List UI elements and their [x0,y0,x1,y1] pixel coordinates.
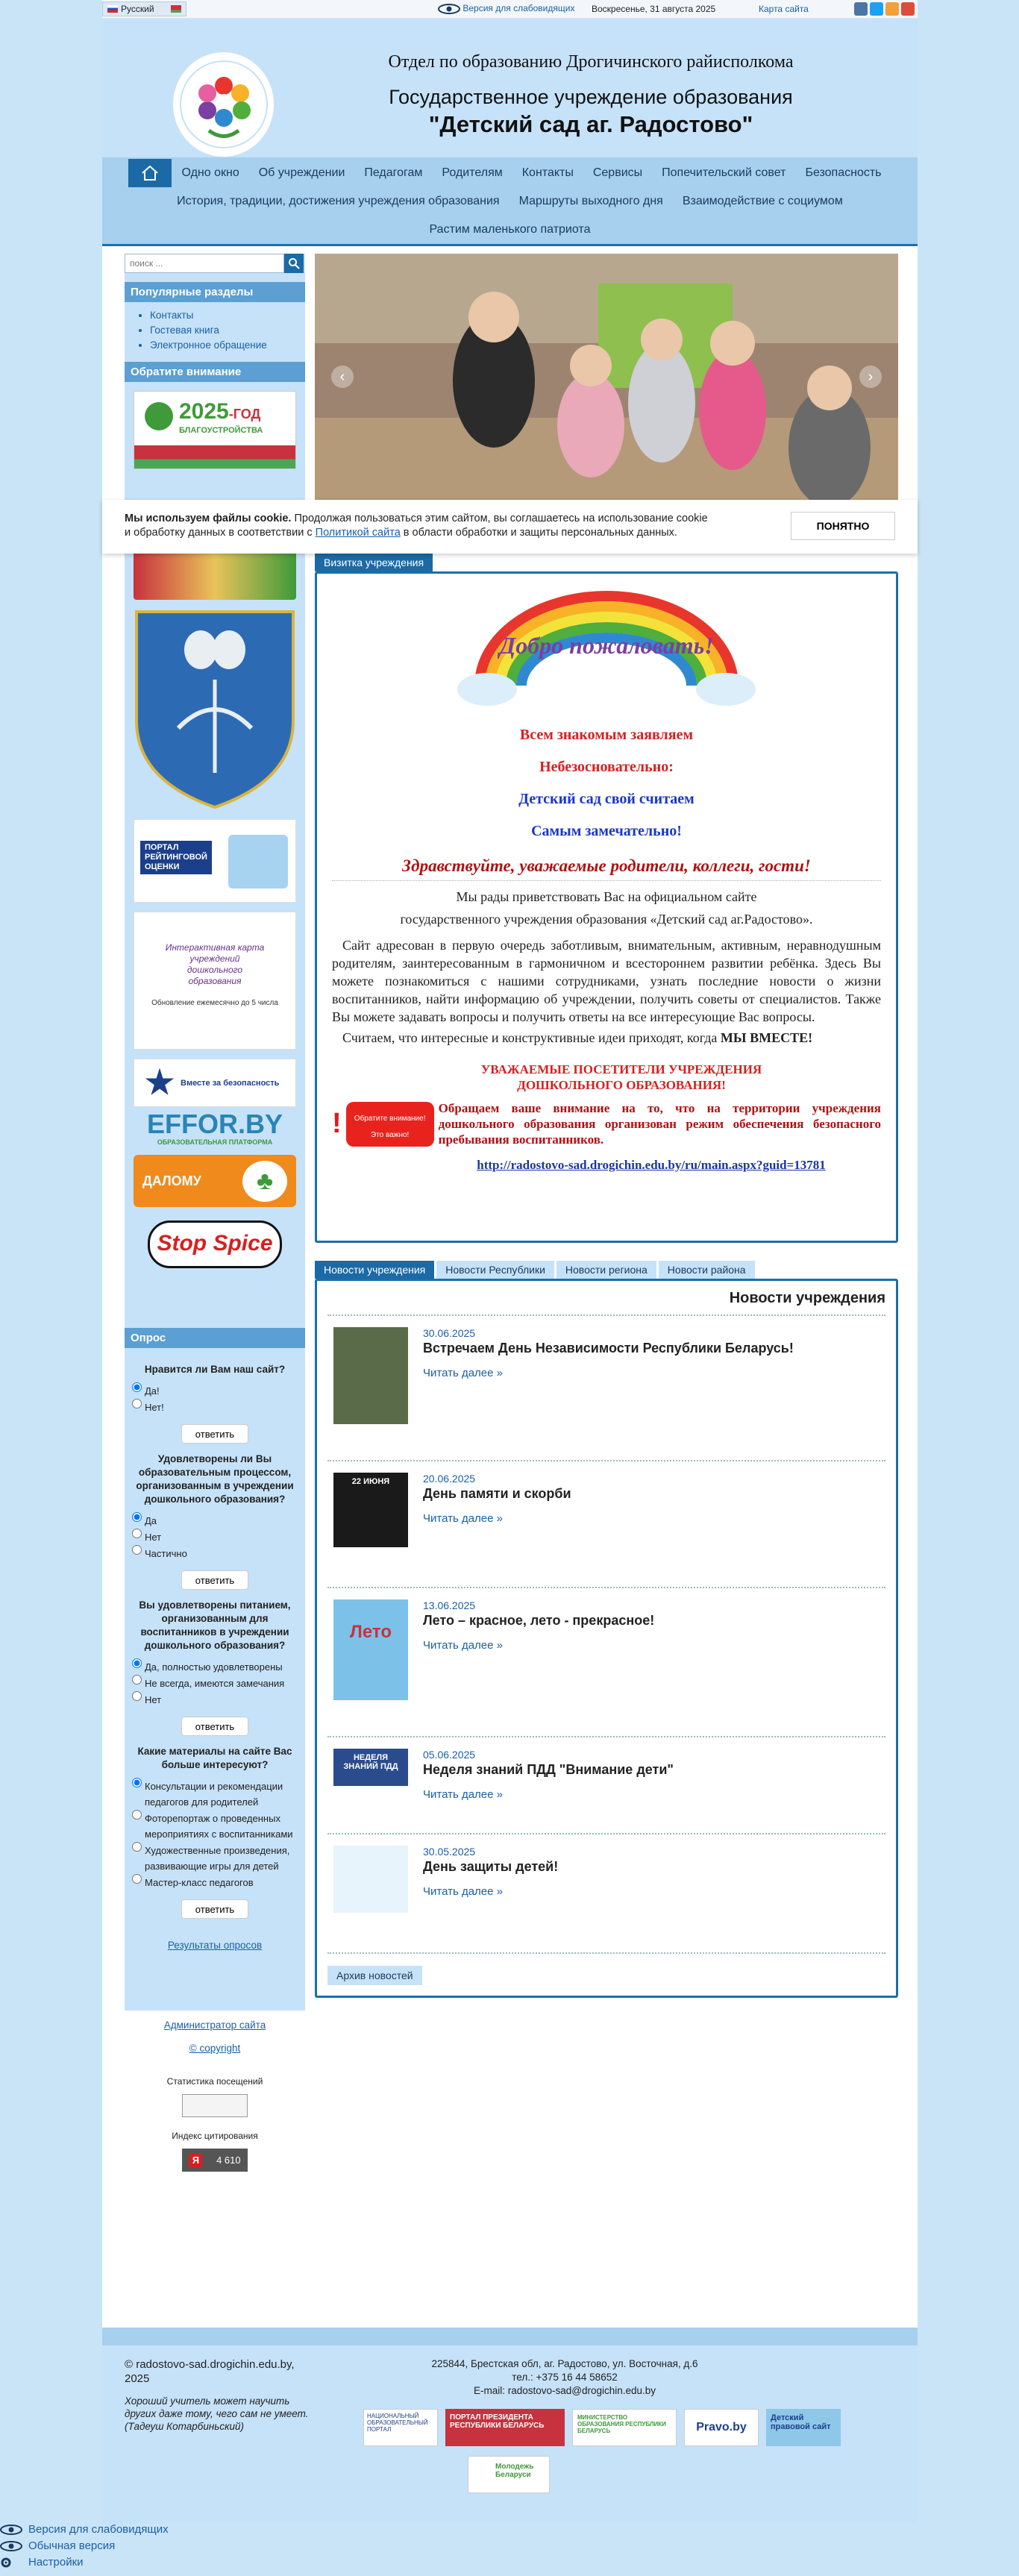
poll-results-link[interactable]: Результаты опросов [167,1940,263,1951]
attention-heading-1: УВАЖАЕМЫЕ ПОСЕТИТЕЛИ УЧРЕЖДЕНИЯ [480,1062,762,1077]
poem-line-1: Всем знакомым заявляем [519,727,694,743]
poem-line-3: Детский сад свой считаем [518,791,695,807]
banner-2025-subtitle: БЛАГОУСТРОЙСТВА [179,426,263,435]
poll-question: Удовлетворены ли Вы образовательным процессом, организованным в учреждении дошкольного образования? [136,1453,294,1505]
portal-illustration [228,835,288,889]
site-header [102,19,918,157]
poll-question: Нравится ли Вам наш сайт? [144,1364,286,1375]
poll-option[interactable] [132,1874,298,1890]
page-container [102,0,918,2523]
nav-item[interactable]: Контакты [521,166,574,179]
popular-sections-list [125,302,305,362]
news-title[interactable]: Лето – красное, лето - прекрасное! [423,1613,655,1628]
news-date: 13.06.2025 [423,1599,476,1611]
index-label: Индекс цитирования [172,2131,258,2141]
news-thumbnail[interactable]: 22 ИЮНЯ [333,1473,408,1547]
news-thumbnail[interactable]: НЕДЕЛЯ ЗНАНИЙ ПДД [333,1749,408,1786]
banner-safety[interactable] [134,1059,296,1107]
news-heading: Новости учреждения [327,1290,885,1316]
news-read-more-link[interactable]: Читать далее » [423,1367,503,1379]
poll-radio[interactable] [132,1382,142,1392]
copyright-link[interactable]: © copyright [189,2043,241,2054]
intro-line-2: государственного учреждения образования «Детский сад аг.Радостово». [400,912,813,927]
main-nav [102,157,918,246]
effor-logo-text: EFFOR.BY [146,1109,283,1139]
news-item [327,1461,885,1588]
nav-item[interactable]: Сервисы [592,166,643,179]
department-title: Отдел по образованию Дрогичинского райисполкома [388,52,794,72]
poll-answer-button[interactable]: ответить [181,1899,248,1919]
together-text: Считаем, что интересные и конструктивные идеи приходят, когда [342,1030,721,1045]
banner-effor[interactable] [134,1110,296,1150]
poll-option-label: Да [145,1515,157,1526]
footer-address: 225844, Брестская обл, аг. Радостово, ул. Восточная, д.6 [431,2358,698,2369]
search-box [125,254,305,273]
poll-radio[interactable] [132,1778,142,1787]
poll-option[interactable] [132,1382,298,1399]
footer-band [102,2328,918,2345]
fixed-vision-link[interactable] [0,2522,169,2538]
sitemap-link[interactable]: Карта сайта [759,4,809,14]
google-icon[interactable] [901,2,915,16]
yandex-counter[interactable] [182,2149,248,2172]
poll-option[interactable] [132,1512,298,1529]
tab-vizitka[interactable]: Визитка учреждения [315,554,433,571]
cookie-accept-button[interactable]: ПОНЯТНО [791,512,895,540]
together-excl: ! [808,1030,813,1045]
together-paragraph [332,1029,881,1047]
footer-site-copyright: © radostovo-sad.drogichin.edu.by, 2025 [125,2358,295,2385]
news-thumbnail[interactable] [333,1846,408,1913]
news-list [327,1316,885,1954]
news-item [327,1588,885,1737]
news-title[interactable]: Неделя знаний ПДД "Внимание дети" [423,1762,674,1777]
map-banner-title: Интерактивная карта учреждений дошкольного образования [165,942,265,986]
admin-link[interactable]: Администратор сайта [163,2019,266,2031]
poll-option[interactable] [132,1399,298,1415]
popular-link-guestbook[interactable]: • Гостевая книга [150,323,299,338]
poem-line-4: Самым замечательно! [531,823,682,839]
poll-radio[interactable] [132,1545,142,1555]
greeting-heading: Здравствуйте, уважаемые родители, коллеги, гости! [332,856,881,881]
clover-icon: ♣ [242,1161,287,1202]
security-link[interactable]: http://radostovo-sad.drogichin.edu.by/ru/main.aspx?guid=13781 [477,1158,826,1172]
yandex-icon: Я [189,2154,202,2167]
nav-item[interactable]: Попечительский совет [662,166,786,179]
search-icon [288,257,300,269]
social-links [854,2,915,16]
logo-ministry[interactable]: МИНИСТЕРСТВО ОБРАЗОВАНИЯ РЕСПУБЛИКИ БЕЛАРУСЬ [572,2409,677,2446]
fixed-settings-link[interactable] [0,2554,169,2571]
search-button[interactable] [284,254,304,273]
poll-option[interactable] [132,1810,298,1842]
tab-news-district[interactable]: Новости района [659,1261,755,1279]
news-read-more-link[interactable]: Читать далее » [423,1885,503,1898]
emblem-icon [145,402,173,430]
welcome-rainbow [332,589,881,712]
coat-of-arms[interactable] [134,609,296,810]
ok-icon[interactable] [885,2,899,16]
poll-option-label: Фоторепортаж о проведенных мероприятиях с воспитанниками [145,1813,293,1840]
top-bar [102,0,918,19]
news-item [327,1737,885,1834]
news-title[interactable]: День защиты детей! [423,1859,559,1874]
poll-option-label: Консультации и рекомендации педагогов для родителей [145,1781,283,1808]
poll-option[interactable] [132,1529,298,1545]
tab-news-institution[interactable]: Новости учреждения [315,1261,434,1279]
gear-icon [0,2557,22,2569]
poll-block [125,1348,305,1935]
poll-option-label: Нет [145,1532,162,1543]
cookie-text-2: и обработку данных в соответствии с [125,527,316,539]
poll-answer-button[interactable]: ответить [181,1570,248,1590]
attention-heading-2: ДОШКОЛЬНОГО ОБРАЗОВАНИЯ! [517,1078,726,1092]
institution-type: Государственное учреждение образования [389,86,793,108]
cookie-banner [102,500,918,554]
news-thumbnail[interactable] [333,1327,408,1424]
nav-item[interactable]: Педагогам [364,166,423,179]
poll-radio[interactable] [132,1675,142,1685]
slider-next-arrow[interactable]: › [859,366,882,388]
poll-option-label: Мастер-класс педагогов [145,1877,254,1888]
poll-option-label: Не всегда, имеются замечания [145,1678,285,1689]
poll-option[interactable] [132,1691,298,1708]
together-bold: МЫ ВМЕСТЕ [720,1030,809,1045]
nav-item[interactable]: Родителям [442,166,503,179]
logo-edu-portal[interactable]: НАЦИОНАЛЬНЫЙ ОБРАЗОВАТЕЛЬНЫЙ ПОРТАЛ [363,2409,438,2446]
poll-option[interactable] [132,1675,298,1691]
footer-phone: тел.: +375 16 44 58652 [512,2372,618,2383]
welcome-text: Добро пожаловать! [499,632,714,659]
banner-2025-year: 2025 [179,399,229,424]
nav-item[interactable]: Взаимодействие с социумом [682,195,843,207]
stats-counter[interactable] [182,2094,248,2117]
poll-option-label: Да, полностью удовлетворены [145,1661,283,1673]
poll-option-label: Нет! [145,1402,164,1413]
footer-email[interactable]: E-mail: radostovo-sad@drogichin.edu.by [473,2385,656,2396]
attention-badge-line-1: Обратите внимание! [354,1114,426,1123]
news-read-more-link[interactable]: Читать далее » [423,1788,503,1801]
exclamation-icon: ! [332,1108,342,1139]
tab-news-republic[interactable]: Новости Республики [436,1261,554,1279]
poll-radio[interactable] [132,1874,142,1884]
eye-icon [438,4,460,14]
news-title[interactable]: Встречаем День Независимости Республики Беларусь! [423,1341,794,1356]
home-icon [141,165,159,181]
poll-answer-button[interactable]: ответить [181,1717,248,1736]
photo-slider[interactable] [315,254,898,500]
vizitka-card [315,571,898,1243]
logo-kids-legal[interactable]: Детский правовой сайт [766,2409,841,2446]
poll-question: Какие материалы на сайте Вас больше интересуют? [137,1746,292,1770]
banner-2025-god: ГОД [233,407,261,422]
fixed-vision-label: Версия для слабовидящих [28,2523,169,2536]
attention-badge-line-2: Это важно! [371,1130,410,1139]
news-card [315,1279,898,1998]
stop-spice-text: Stop Spice [148,1220,282,1268]
nav-item[interactable]: История, традиции, достижения учреждения образования [177,195,500,207]
news-date: 20.06.2025 [423,1473,476,1485]
poll-radio[interactable] [132,1842,142,1852]
poll-answer-button[interactable]: ответить [181,1424,248,1444]
vizitka-tabs [315,554,898,571]
poll-radio[interactable] [132,1658,142,1668]
intro-line-1: Мы рады приветствовать Вас на официальном сайте [456,889,757,904]
popular-sections-title: Популярные разделы [125,282,305,302]
star-icon [145,1068,175,1098]
language-label: Русский [121,4,154,14]
map-banner-note: Обновление ежемесячно до 5 числа [151,999,278,1007]
cookie-title: Мы используем файлы cookie. [125,513,292,524]
news-read-more-link[interactable]: Читать далее » [423,1512,503,1525]
slider-photo [315,254,898,500]
vision-label: Версия для слабовидящих [463,3,575,13]
accessibility-links [0,2522,169,2571]
news-archive-button[interactable]: Архив новостей [327,1966,422,1985]
logo-youth[interactable]: Молодежь Беларуси [468,2456,550,2493]
attention-badge [346,1102,434,1147]
poll-radio[interactable] [132,1691,142,1701]
popular-link-appeal[interactable]: • Электронное обращение [150,338,299,353]
footer-logos [363,2409,841,2446]
home-button[interactable] [128,159,172,187]
poll-title: Опрос [125,1328,305,1348]
poll-radio[interactable] [132,1529,142,1538]
news-item [327,1316,885,1461]
fixed-normal-link[interactable] [0,2538,169,2554]
news-title[interactable]: День памяти и скорби [423,1486,571,1501]
poll-radio[interactable] [132,1512,142,1522]
dalomu-text: ДАЛОМУ [142,1173,201,1188]
poll-option[interactable] [132,1778,298,1810]
about-paragraph: Сайт адресован в первую очередь заботливым, внимательным, активным, неравнодушным родителям, заинтересованным в гармоничном и всестороннем развитии ребёнка. Здесь Вы можете познакомиться с нашими сотрудниками, узнать последние новости о жизни воспитанников, найти информацию об учреждении, получить советы от специалистов. Также Вы можете задавать вопросы и получить ответы на все интересующие Вас вопросы. [332,938,881,1024]
poll-radio[interactable] [132,1399,142,1408]
popular-link-contacts[interactable]: • Контакты [150,308,299,323]
eye-icon [0,2541,22,2551]
banner-stop-spice[interactable] [134,1216,296,1272]
poll-option[interactable] [132,1842,298,1874]
banner-year-2025[interactable]: 2025-ГОД БЛАГОУСТРОЙСТВА [134,391,296,469]
poll-question: Вы удовлетворены питанием, организованным для воспитанников в учреждении дошкольного образования? [139,1599,291,1651]
poll-option[interactable] [132,1545,298,1561]
news-date: 05.06.2025 [423,1749,476,1761]
flag-ru-icon [107,5,118,13]
vk-icon[interactable] [854,2,868,16]
poll-option-label: Художественные произведения, развивающие игры для детей [145,1845,290,1872]
banner-interactive-map[interactable] [134,912,296,1050]
site-footer [102,2345,918,2523]
poem-line-2: Небезосновательно: [539,759,674,775]
news-item [327,1834,885,1954]
nav-item[interactable]: Растим маленького патриота [429,223,591,236]
poll-option[interactable] [132,1658,298,1675]
effor-subtitle: ОБРАЗОВАТЕЛЬНАЯ ПЛАТФОРМА [157,1138,273,1146]
eye-icon [0,2525,22,2535]
safety-banner-text: Вместе за безопасность [181,1078,280,1088]
banner-dalomu[interactable] [134,1155,296,1207]
fixed-normal-label: Обычная версия [28,2539,116,2552]
institution-name: "Детский сад аг. Радостово" [428,111,753,137]
cookie-policy-link[interactable]: Политикой сайта [315,527,401,539]
twitter-icon[interactable] [870,2,883,16]
cookie-text-1: Продолжая пользоваться этим сайтом, вы соглашаетесь на использование cookie [291,513,708,524]
logo-pravo[interactable]: Pravo.by [684,2409,759,2446]
nav-item[interactable]: Одно окно [181,166,239,179]
portal-line1: ПОРТАЛ [145,843,179,852]
poll-radio[interactable] [132,1810,142,1820]
fixed-settings-label: Настройки [28,2556,84,2569]
index-value: 4 610 [216,2154,241,2166]
poll-option-label: Да! [145,1385,160,1397]
nav-item[interactable]: Безопасность [805,166,882,179]
language-selector[interactable] [102,1,186,16]
portal-line3: ОЦЕНКИ [145,862,180,871]
search-input[interactable] [125,254,284,273]
vision-link[interactable] [438,3,574,14]
portal-line2: РЕЙТИНГОВОЙ [145,853,207,862]
banner-rating-portal[interactable] [134,819,296,903]
current-date: Воскресенье, 31 августа 2025 [592,4,716,14]
footer-quote: Хороший учитель может научить других даже тому, чего сам не умеет. (Тадеуш Котарбиньский) [125,2395,309,2432]
poll-option-label: Частично [145,1548,187,1559]
news-thumbnail[interactable]: Лето [333,1599,408,1700]
poll-option-label: Нет [145,1694,162,1705]
nav-item[interactable]: Об учреждении [258,166,345,179]
nav-item[interactable]: Маршруты выходного дня [518,195,663,207]
slider-prev-arrow[interactable]: ‹ [331,366,354,388]
attention-title: Обратите внимание [125,362,305,382]
flag-by-icon[interactable] [171,5,181,13]
logo-president-portal[interactable]: ПОРТАЛ ПРЕЗИДЕНТА РЕСПУБЛИКИ БЕЛАРУСЬ [445,2409,565,2446]
news-date: 30.05.2025 [423,1846,476,1858]
cookie-text-3: в области обработки и защиты персональных данных. [400,527,677,539]
news-read-more-link[interactable]: Читать далее » [423,1639,503,1652]
kindergarten-logo[interactable] [173,52,274,157]
stats-label: Статистика посещений [166,2076,263,2087]
news-tabs [315,1261,898,1279]
attention-text: Обращаем ваше внимание на то, что на территории учреждения дошкольного образования организован режим обеспечения безопасного пребывания воспитанников. [438,1101,881,1147]
tab-news-region[interactable]: Новости региона [556,1261,656,1279]
news-date: 30.06.2025 [423,1327,476,1339]
